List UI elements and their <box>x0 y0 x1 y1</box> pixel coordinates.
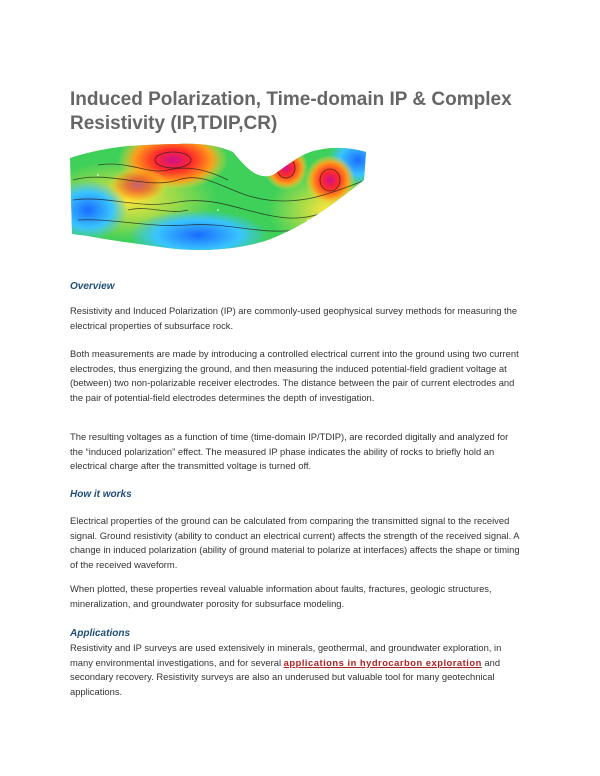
applications-text-before: Resistivity and IP surveys are used extensively in minerals, geothermal, and groundwater exploration, in many environmental investigations, and for several <box>70 642 502 668</box>
hydrocarbon-applications-link[interactable]: applications in hydrocarbon exploration <box>283 656 482 668</box>
overview-heading: Overview <box>70 281 115 292</box>
applications-heading: Applications <box>70 628 131 639</box>
overview-paragraph-1: Resistivity and Induced Polarization (IP) are commonly-used geophysical survey methods for measuring the electrical properties of subsurface rock. <box>70 305 518 331</box>
page-title: Induced Polarization, Time-domain IP & Complex Resistivity (IP,TDIP,CR) <box>70 89 512 134</box>
overview-paragraph-2: Both measurements are made by introducing a controlled electrical current into the ground using two current electrodes, thus energizing the ground, and then measuring the induced potential-field gradient voltage at (between) two non-polarizable receiver electrodes. The distance between the pair of current electrodes and the pair of potential-field electrodes determines the depth of investigation. <box>70 348 519 403</box>
resistivity-section-figure <box>68 140 368 255</box>
applications-paragraph <box>70 641 522 699</box>
how-it-works-paragraph-2: When plotted, these properties reveal valuable information about faults, fractures, geologic structures, mineralization, and groundwater porosity for subsurface modeling. <box>70 583 492 609</box>
resistivity-section-image <box>68 140 368 255</box>
how-it-works-heading: How it works <box>70 489 132 500</box>
how-it-works-paragraph-1: Electrical properties of the ground can be calculated from comparing the transmitted signal to the received signal. Ground resistivity (ability to conduct an electrical current) affects the strength of the received signal. A change in induced polarization (ability of ground material to polarize at interfaces) affects the shape or timing of the received waveform. <box>70 515 520 570</box>
overview-paragraph-3: The resulting voltages as a function of time (time-domain IP/TDIP), are recorded digitally and analyzed for the “induced polarization” effect. The measured IP phase indicates the ability of rocks to briefly hold an electrical charge after the transmitted voltage is turned off. <box>70 431 509 472</box>
applications-text-after: and secondary recovery. Resistivity surveys are also an underused but valuable tool for many geotechnical applications. <box>70 656 501 697</box>
